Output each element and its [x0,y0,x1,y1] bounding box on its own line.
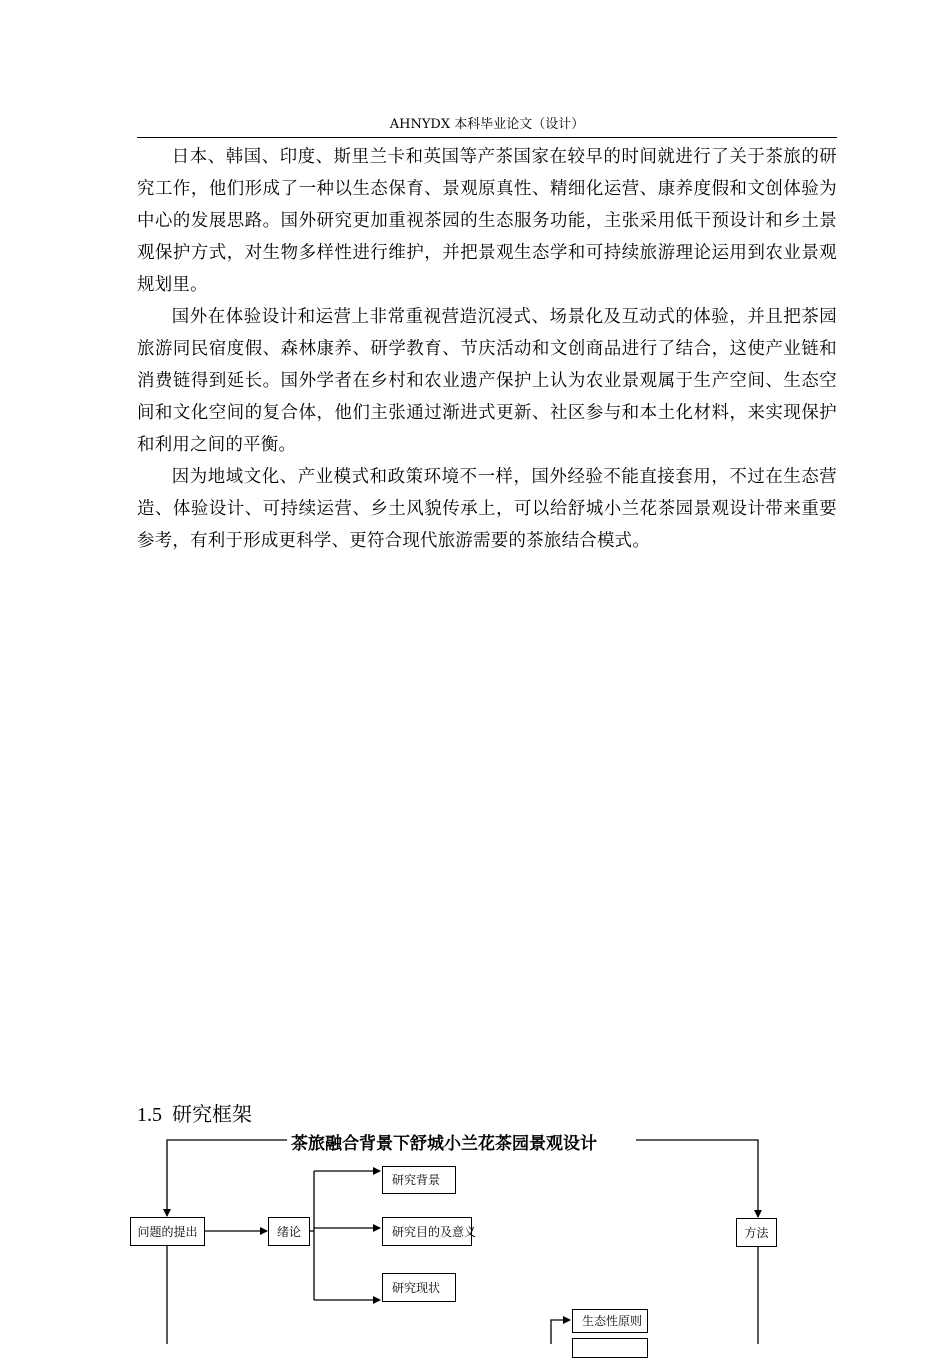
node-intro: 绪论 [268,1217,310,1246]
node-problem: 问题的提出 [130,1217,205,1246]
node-purpose: 研究目的及意义 [382,1217,472,1246]
node-eco: 生态性原则 [572,1309,648,1333]
section-title: 研究框架 [172,1102,252,1126]
diagram-title: 茶旅融合背景下舒城小兰花茶园景观设计 [287,1129,601,1154]
node-status: 研究现状 [382,1273,456,1302]
page-header: AHNYDX 本科毕业论文（设计） [389,117,585,132]
header-rule [137,137,837,138]
paragraph: 因为地域文化、产业模式和政策环境不一样，国外经验不能直接套用，不过在生态营造、体验设计、可持续运营、乡土风貌传承上，可以给舒城小兰花茶园景观设计带来重要参考，有利于形成更科学、更符合现代旅游需要的茶旅结合模式。 [137,467,837,551]
section-number: 1.5 [137,1104,162,1126]
node-method: 方法 [736,1218,777,1247]
node-partial [572,1338,648,1358]
connector-title-method [636,1140,758,1217]
connector-title-problem [167,1140,288,1216]
connector-to-eco [551,1320,570,1344]
body-text [137,141,837,557]
node-background: 研究背景 [382,1166,456,1194]
paragraph: 日本、韩国、印度、斯里兰卡和英国等产茶国家在较早的时间就进行了关于茶旅的研究工作，他们形成了一种以生态保育、景观原真性、精细化运营、康养度假和文创体验为中心的发展思路。国外研究更加重视茶园的生态服务功能，主张采用低干预设计和乡土景观保护方式，对生物多样性进行维护，并把景观生态学和可持续旅游理论运用到农业景观规划里。 [137,147,837,295]
paragraph: 国外在体验设计和运营上非常重视营造沉浸式、场景化及互动式的体验，并且把茶园旅游同民宿度假、森林康养、研学教育、节庆活动和文创商品进行了结合，这使产业链和消费链得到延长。国外学者在乡村和农业遗产保护上认为农业景观属于生产空间、生态空间和文化空间的复合体，他们主张通过渐进式更新、社区参与和本土化材料，来实现保护和利用之间的平衡。 [137,307,837,455]
